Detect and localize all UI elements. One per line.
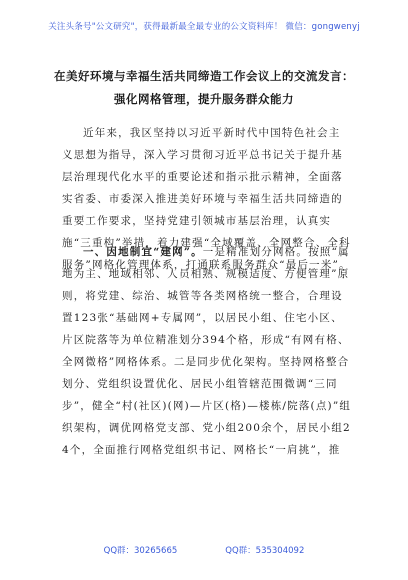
section-text: 一是精准划分网格。按照“属地为主、地域相邻、人员相熟、规模适度、方便管理”原则，将党建、综治、城管等各类网格统一整合，合理设置123张“基础网+专属网”，以居民小组、住宅小区、片区院落等为单位精准划分394个格，形成“有网有格、全网微格”网格体系。二是同步优化架构。坚持网格整合划分、党组织设置优化、居民小组管辖范围微调“三同步”，健全“村(社区)(网)—片区(格)—楼栋/院落(点)”组织架构，调优网格党支部、党小组200余个，居民小组24个，全面推行网格党组织书记、网格长“一肩挑”，推 [62,246,352,456]
footer-qq-group-1: QQ群：30265665 [103,546,178,556]
document-title-line2: 强化网格管理，提升服务群众能力 [114,92,294,106]
section-heading: 一、因地制宜“建网”。 [83,246,203,258]
footer-qq-group-2: QQ群：535304092 [225,546,305,556]
paragraph-section-1 [62,241,352,461]
header-note: 关注头条号"公文研究"，获得最新最全最专业的公文资料库！ 微信：gongwenyj [48,22,360,32]
document-title-line1: 在美好环境与幸福生活共同缔造工作会议上的交流发言： [54,69,354,83]
paragraph-intro: 近年来，我区坚持以习近平新时代中国特色社会主义思想为指导，深入学习贯彻习近平总书记关于提升基层治理现代化水平的重要论述和指示批示精神，全面落实省委、市委深入推进美好环境与幸福生活共同缔造的重要工作要求，坚持党建引领城市基层治理，认真实施“三重构”举措，着力建强“全域覆盖、全网整合、全科服务”网格化管理体系，打通联系服务群众“最后一米”。 [62,127,351,271]
footer [0,544,408,556]
